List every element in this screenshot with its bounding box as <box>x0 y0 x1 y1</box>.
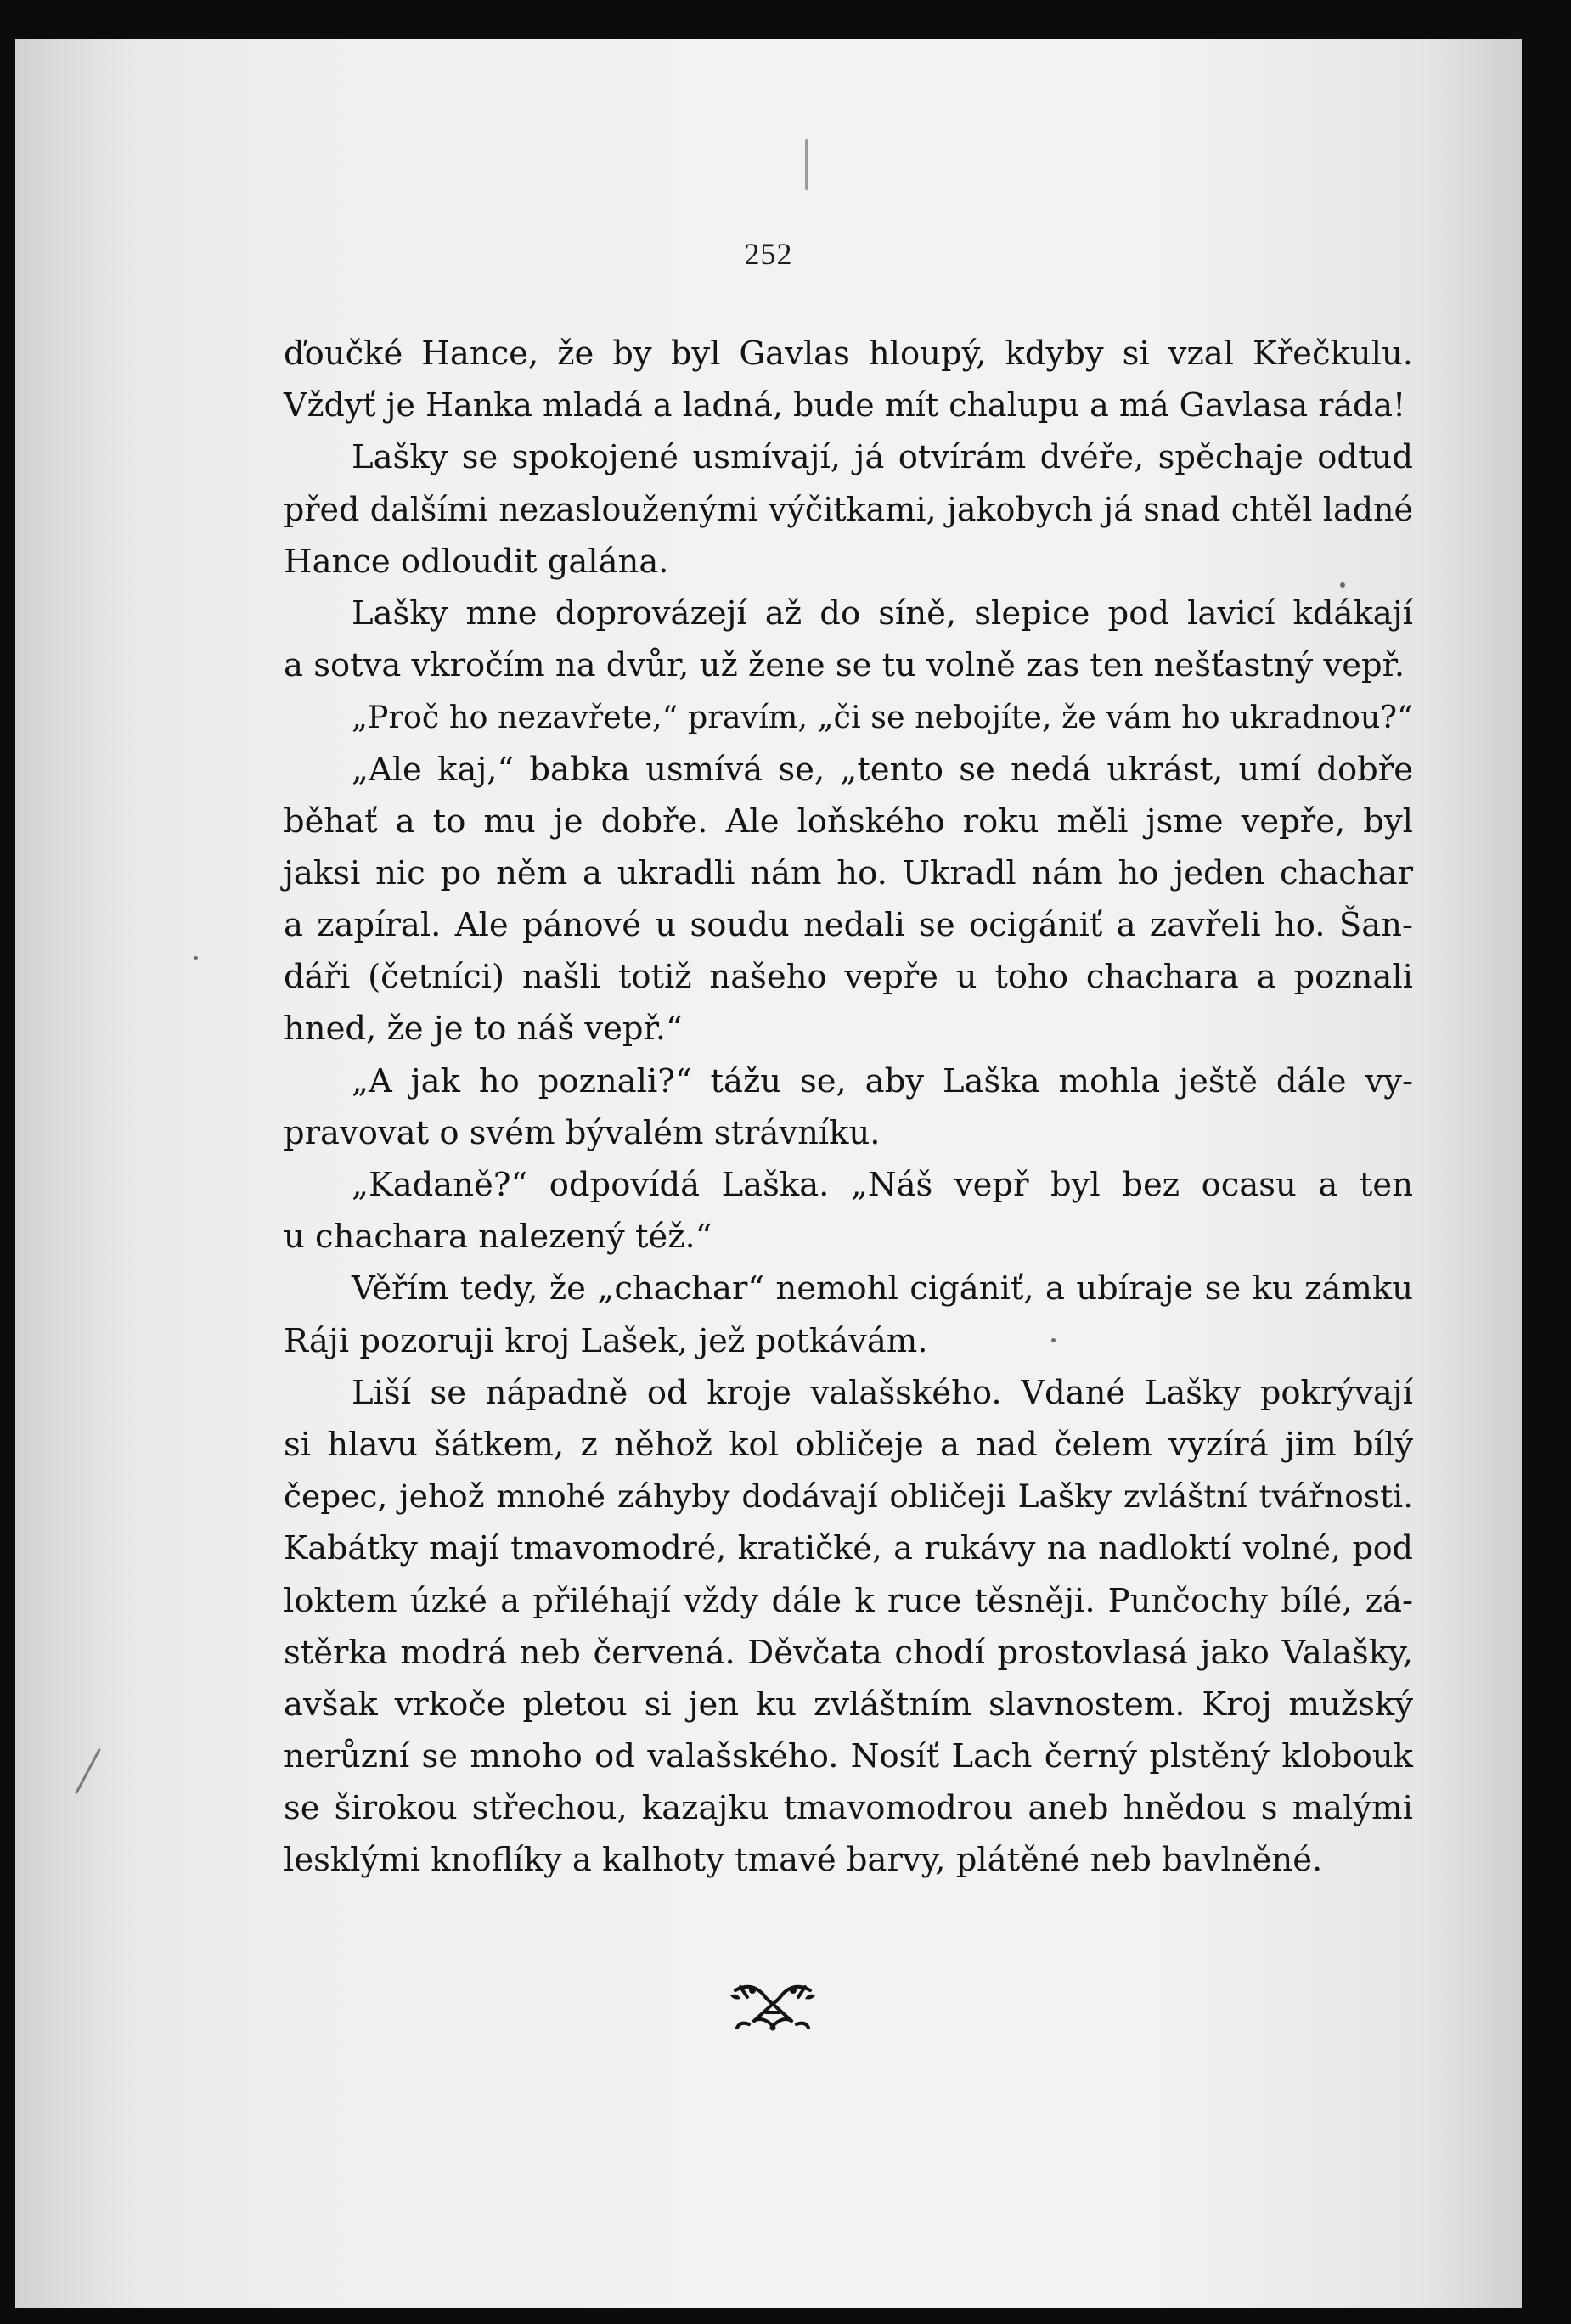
paper-speck <box>194 956 198 960</box>
text-line: Vždyť je Hanka mladá a ladná, bude mít chalupu a má Gavlasa ráda! <box>284 386 1406 425</box>
text-line: „A jak ho poznali?“ tážu se, aby Laška mohla ještě dále vy- <box>352 1061 1413 1100</box>
text-line: si hlavu šátkem, z něhož kol obličeje a nad čelem vyzírá jim bílý <box>284 1425 1413 1464</box>
text-line: „Proč ho nezavřete,“ pravím, „či se nebojíte, že vám ho ukradnou?“ <box>352 699 1413 736</box>
text-line: Kabátky mají tmavomodré, kratičké, a rukávy na nadloktí volné, pod <box>284 1529 1413 1567</box>
text-line: Lašky mne doprovázejí až do síně, slepice pod lavicí kdákají <box>352 594 1413 633</box>
text-line: stěrka modrá neb červená. Děvčata chodí prostovlasá jako Valašky, <box>284 1633 1413 1672</box>
text-line: „Ale kaj,“ babka usmívá se, „tento se nedá ukrást, umí dobře <box>352 750 1413 789</box>
text-line: „Kadaně?“ odpovídá Laška. „Náš vepř byl bez ocasu a ten <box>352 1166 1413 1204</box>
text-line: Liší se nápadně od kroje valašského. Vdané Lašky pokrývají <box>352 1373 1413 1412</box>
text-line: u chachara nalezený též.“ <box>284 1218 712 1257</box>
text-line: čepec, jehož mnohé záhyby dodávají obličeji Lašky zvláštní tvářnosti. <box>284 1477 1413 1516</box>
book-page <box>15 39 1522 2308</box>
text-line: avšak vrkoče pletou si jen ku zvláštním slavnostem. Kroj mužský <box>284 1685 1413 1724</box>
paper-speck <box>1340 582 1345 588</box>
text-line: loktem úzké a přiléhají vždy dále k ruce těsněji. Punčochy bílé, zá- <box>284 1581 1413 1620</box>
text-line: běhať a to mu je dobře. Ale loňského roku měli jsme vepře, byl <box>284 802 1413 841</box>
text-line: Věřím tedy, že „chachar“ nemohl cigániť, a ubíraje se ku zámku <box>352 1269 1413 1308</box>
fleuron-ornament-icon <box>729 1978 817 2033</box>
text-line: Hance odloudit galána. <box>284 542 669 581</box>
paper-speck <box>1051 1338 1056 1342</box>
text-line: před dalšími nezaslouženými výčitkami, jakobych já snad chtěl ladné <box>284 490 1413 528</box>
text-line: a sotva vkročím na dvůr, už žene se tu volně zas ten nešťastný vepř. <box>284 646 1405 685</box>
page-number: 252 <box>744 237 793 271</box>
paper-speck <box>75 1748 101 1794</box>
text-line: hned, že je to náš vepř.“ <box>284 1010 683 1049</box>
text-line: dáři (četníci) našli totiž našeho vepře u toho chachara a poznali <box>284 958 1413 997</box>
text-line: se širokou střechou, kazajku tmavomodrou aneb hnědou s malými <box>284 1789 1413 1828</box>
text-line: lesklými knoflíky a kalhoty tmavé barvy, plátěné neb bavlněné. <box>284 1841 1323 1880</box>
text-line: pravovat o svém bývalém strávníku. <box>284 1113 881 1152</box>
text-line: Ráji pozoruji kroj Lašek, jež potkávám. <box>284 1321 928 1360</box>
paper-speck <box>805 139 808 190</box>
text-line: a zapíral. Ale pánové u soudu nedali se ocigániť a zavřeli ho. Šan- <box>284 906 1413 945</box>
body-text <box>284 328 1413 1887</box>
text-line: nerůzní se mnoho od valašského. Nosíť Lach černý plstěný klobouk <box>284 1737 1413 1776</box>
text-line: Lašky se spokojené usmívají, já otvírám dvéře, spěchaje odtud <box>352 438 1413 477</box>
text-line: ďoučké Hance, že by byl Gavlas hloupý, kdyby si vzal Křečkulu. <box>284 335 1413 373</box>
text-line: jaksi nic po něm a ukradli nám ho. Ukradl nám ho jeden chachar <box>284 853 1413 892</box>
